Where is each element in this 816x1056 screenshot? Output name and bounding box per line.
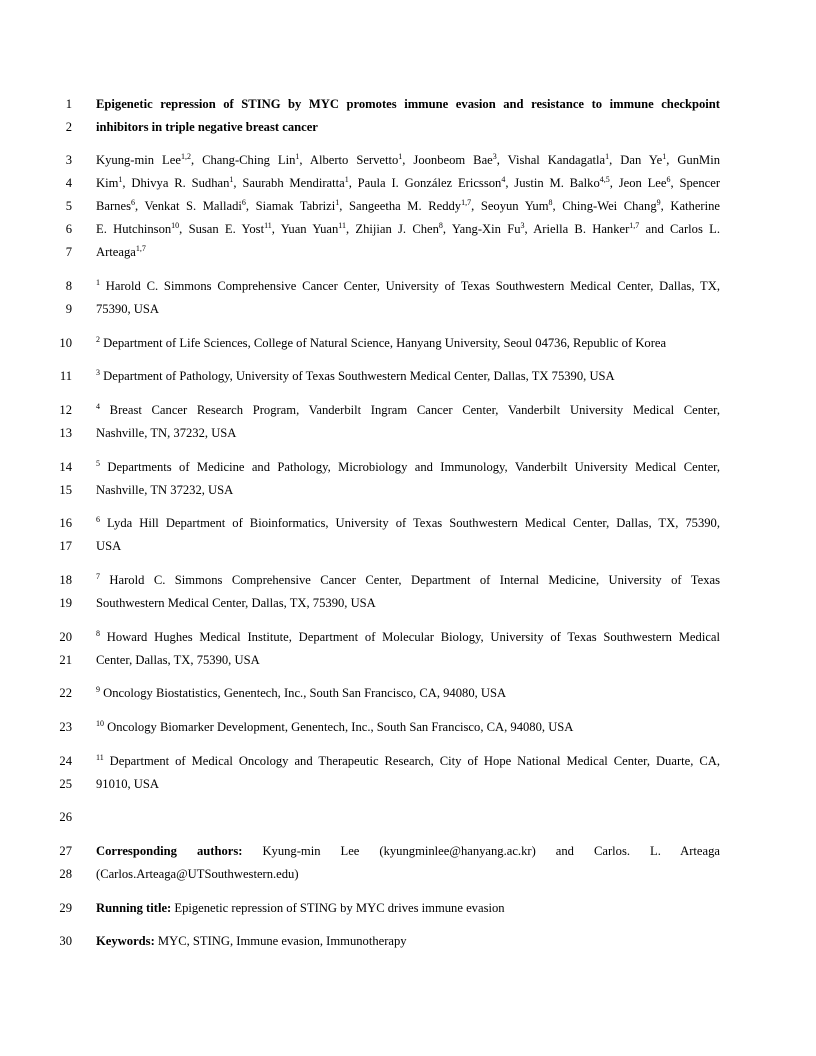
manuscript-line	[0, 514, 816, 532]
line-text: (Carlos.Arteaga@UTSouthwestern.edu)	[96, 867, 299, 881]
line-number: 12	[59, 403, 72, 417]
line-number: 15	[59, 483, 72, 497]
line-number: 2	[65, 120, 72, 134]
manuscript-line	[0, 401, 816, 419]
line-text: $^2$ Department of Life Sciences, College of Natural Science, Hanyang University, Seoul 04736, Republic of Korea	[96, 335, 667, 350]
line-number: 16	[59, 516, 72, 530]
line-text: inhibitors in triple negative breast cancer	[96, 120, 318, 134]
line-text: Barnes$^6$, Venkat S. Malladi$^6$, Siamak Tabrizi$^1$, Sangeetha M. Reddy$^{1,7}$, Seoyun Yum$^8$, Ching-Wei Chang$^9$, Katherine	[96, 198, 720, 213]
line-text: Corresponding authors: Kyung-min Lee (kyungminlee@hanyang.ac.kr) and Carlos. L. Arteaga	[96, 844, 721, 858]
line-number: 7	[65, 245, 72, 259]
manuscript-line	[0, 571, 816, 589]
manuscript-line	[0, 594, 816, 612]
line-number: 30	[59, 934, 72, 948]
line-number: 18	[59, 573, 72, 587]
line-text: Nashville, TN 37232, USA	[96, 483, 234, 497]
line-text: $^6$ Lyda Hill Department of Bioinformatics, University of Texas Southwestern Medical Center, Dallas, TX, 75390,	[96, 515, 720, 530]
line-text: Center, Dallas, TX, 75390, USA	[96, 653, 260, 667]
manuscript-line	[0, 151, 816, 169]
line-text: $^9$ Oncology Biostatistics, Genentech, Inc., South San Francisco, CA, 94080, USA	[96, 685, 507, 700]
line-text: Running title: Epigenetic repression of STING by MYC drives immune evasion	[96, 901, 505, 915]
manuscript-line	[0, 775, 816, 793]
line-number: 6	[65, 222, 72, 236]
manuscript-line	[0, 118, 816, 136]
manuscript-line	[0, 932, 816, 950]
line-text: Keywords: MYC, STING, Immune evasion, Immunotherapy	[96, 934, 407, 948]
manuscript-line	[0, 277, 816, 295]
manuscript-line	[0, 424, 816, 442]
line-number: 20	[59, 630, 72, 644]
line-text: 91010, USA	[96, 777, 159, 791]
manuscript-line	[0, 458, 816, 476]
line-text: $^5$ Departments of Medicine and Pathology, Microbiology and Immunology, Vanderbilt University Medical Center,	[96, 459, 720, 474]
line-number: 28	[59, 867, 72, 881]
line-number: 3	[65, 153, 72, 167]
line-text: E. Hutchinson$^{10}$, Susan E. Yost$^{11}$, Yuan Yuan$^{11}$, Zhijian J. Chen$^8$, Yang-Xin Fu$^3$, Ariella B. Hanker$^{1,7}$ and Carlos L.	[96, 221, 720, 236]
line-number: 27	[59, 844, 72, 858]
line-number: 19	[59, 596, 72, 610]
line-number: 14	[59, 460, 72, 474]
line-text: $^1$ Harold C. Simmons Comprehensive Cancer Center, University of Texas Southwestern Medical Center, Dallas, TX,	[96, 278, 720, 293]
line-text: Kim$^1$, Dhivya R. Sudhan$^1$, Saurabh Mendiratta$^1$, Paula I. González Ericsson$^4$, Justin M. Balko$^{4,5}$, Jeon Lee$^6$, Spencer	[96, 175, 721, 190]
manuscript-line	[0, 95, 816, 113]
manuscript-line	[0, 537, 816, 555]
manuscript-line	[0, 808, 816, 826]
manuscript-line	[0, 243, 816, 261]
line-number: 13	[59, 426, 72, 440]
line-text: 75390, USA	[96, 302, 159, 316]
line-text: $^8$ Howard Hughes Medical Institute, Department of Molecular Biology, University of Texas Southwestern Medical	[96, 629, 720, 644]
line-text: Nashville, TN, 37232, USA	[96, 426, 237, 440]
manuscript-line	[0, 899, 816, 917]
manuscript-line	[0, 628, 816, 646]
line-number: 23	[59, 720, 72, 734]
line-number: 25	[59, 777, 72, 791]
manuscript-line	[0, 684, 816, 702]
line-number: 17	[59, 539, 72, 553]
manuscript-line	[0, 334, 816, 352]
line-number: 5	[65, 199, 72, 213]
line-number: 4	[65, 176, 72, 190]
manuscript-line	[0, 651, 816, 669]
line-text: $^{10}$ Oncology Biomarker Development, Genentech, Inc., South San Francisco, CA, 94080, USA	[96, 719, 574, 734]
manuscript-line	[0, 865, 816, 883]
line-number: 1	[65, 97, 72, 111]
line-number: 9	[65, 302, 72, 316]
line-number: 22	[59, 686, 72, 700]
manuscript-line	[0, 220, 816, 238]
line-number: 10	[59, 336, 72, 350]
line-number: 29	[59, 901, 72, 915]
line-text: Arteaga$^{1,7}$	[96, 244, 146, 259]
line-text: Kyung-min Lee$^{1,2}$, Chang-Ching Lin$^1$, Alberto Servetto$^1$, Joonbeom Bae$^3$, Vishal Kandagatla$^1$, Dan Ye$^1$, GunMin	[96, 152, 721, 167]
line-number: 21	[59, 653, 72, 667]
line-text: $^4$ Breast Cancer Research Program, Vanderbilt Ingram Cancer Center, Vanderbilt University Medical Center,	[96, 402, 720, 417]
line-text: Epigenetic repression of STING by MYC promotes immune evasion and resistance to immune checkpoint	[96, 97, 720, 111]
manuscript-line	[0, 174, 816, 192]
manuscript-line	[0, 752, 816, 770]
manuscript-line	[0, 481, 816, 499]
line-number: 24	[59, 754, 72, 768]
line-text: $^{11}$ Department of Medical Oncology and Therapeutic Research, City of Hope National Medical Center, Duarte, CA,	[96, 753, 720, 768]
line-text: $^3$ Department of Pathology, University of Texas Southwestern Medical Center, Dallas, TX 75390, USA	[96, 368, 615, 383]
line-number: 26	[59, 810, 72, 824]
line-text: $^7$ Harold C. Simmons Comprehensive Cancer Center, Department of Internal Medicine, University of Texas	[96, 572, 720, 587]
line-text: Southwestern Medical Center, Dallas, TX, 75390, USA	[96, 596, 376, 610]
manuscript-line	[0, 718, 816, 736]
line-text: USA	[96, 539, 122, 553]
manuscript-line	[0, 842, 816, 860]
line-number: 8	[65, 279, 72, 293]
manuscript-line	[0, 367, 816, 385]
manuscript-line	[0, 197, 816, 215]
manuscript-line	[0, 300, 816, 318]
line-number: 11	[59, 369, 72, 383]
